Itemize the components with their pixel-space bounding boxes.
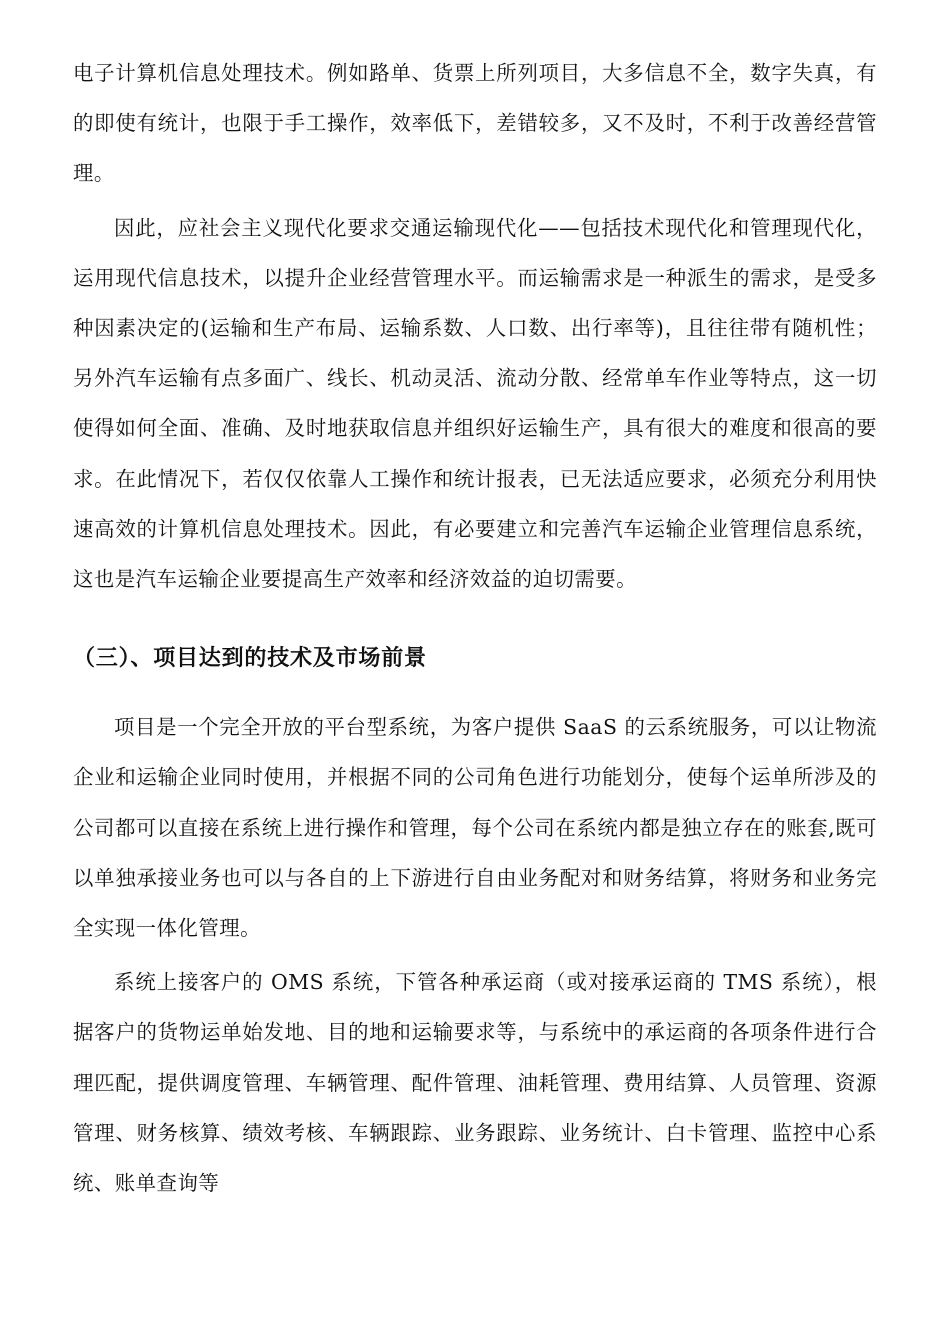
paragraph-system-functions: 系统上接客户的 OMS 系统，下管各种承运商（或对接承运商的 TMS 系统），根据客户的货物运单始发地、目的地和运输要求等，与系统中的承运商的各项条件进行合理匹配，提供调度管理、车辆管理、配件管理、油耗管理、费用结算、人员管理、资源管理、财务核算、绩效考核、车辆跟踪、业务跟踪、业务统计、白卡管理、监控中心系统、账单查询等	[73, 970, 877, 1196]
paragraph-continued: 电子计算机信息处理技术。例如路单、货票上所列项目，大多信息不全，数字失真，有的即使有统计，也限于手工操作，效率低下，差错较多，又不及时，不利于改善经营管理。	[73, 61, 877, 186]
paragraph-platform: 项目是一个完全开放的平台型系统，为客户提供 SaaS 的云系统服务，可以让物流企业和运输企业同时使用，并根据不同的公司角色进行功能划分，使每个运单所涉及的公司都可以直接在系统上进行操作和管理，每个公司在系统内都是独立存在的账套,既可以单独承接业务也可以与各自的上下游进行自由业务配对和财务结算，将财务和业务完全实现一体化管理。	[73, 715, 877, 941]
document-page	[73, 48, 877, 1208]
section-heading: （三）、项目达到的技术及市场前景	[73, 646, 427, 672]
paragraph-modernization: 因此，应社会主义现代化要求交通运输现代化——包括技术现代化和管理现代化，运用现代信息技术，以提升企业经营管理水平。而运输需求是一种派生的需求，是受多种因素决定的(运输和生产布局、运输系数、人口数、出行率等)，且往往带有随机性；另外汽车运输有点多面广、线长、机动灵活、流动分散、经常单车作业等特点，这一切使得如何全面、准确、及时地获取信息并组织好运输生产，具有很大的难度和很高的要求。在此情况下，若仅仅依靠人工操作和统计报表，已无法适应要求，必须充分利用快速高效的计算机信息处理技术。因此，有必要建立和完善汽车运输企业管理信息系统，这也是汽车运输企业要提高生产效率和经济效益的迫切需要。	[73, 215, 877, 592]
